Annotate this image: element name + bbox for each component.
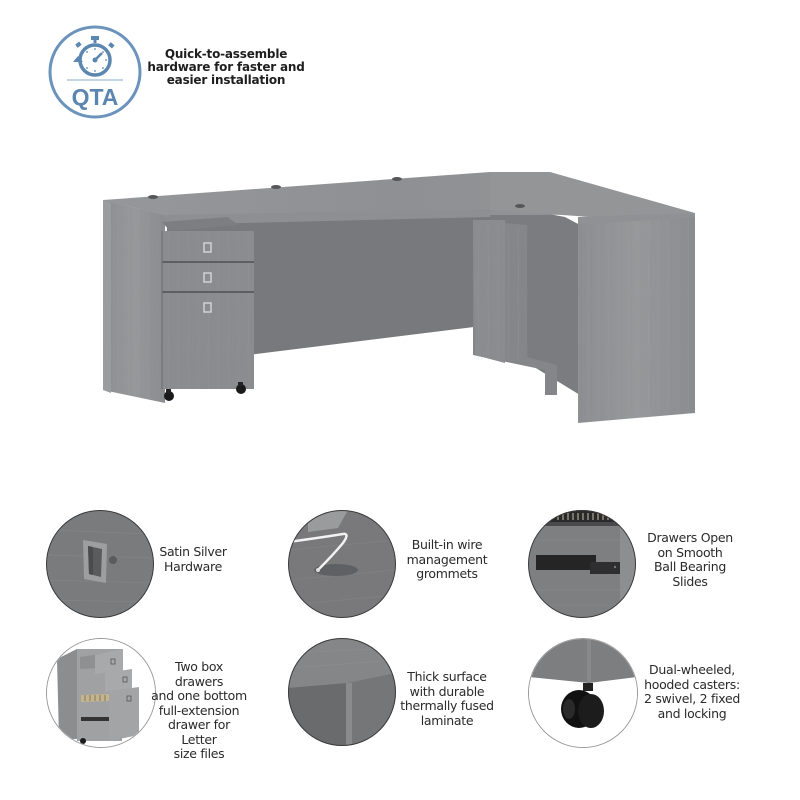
- qta-line-1: Quick-to-assemble: [164, 47, 288, 61]
- feature-image-surface: [288, 638, 396, 746]
- wire-grommet-icon: [288, 510, 396, 618]
- laminate-surface-icon: [288, 638, 396, 746]
- feature-label-surface: Thick surface with durable thermally fused laminate: [400, 669, 494, 728]
- feature-label-drawers: Two box drawers and one bottom full-extension drawer for Letter size files: [151, 659, 247, 761]
- feature-image-casters: [528, 638, 638, 748]
- feature-image-grommets: [288, 510, 396, 618]
- drawer-pull-icon: [46, 510, 154, 618]
- feature-image-hardware: [46, 510, 154, 618]
- stopwatch-icon: [47, 24, 143, 120]
- caster-wheel-icon: [529, 639, 637, 747]
- qta-description: [146, 48, 306, 87]
- feature-label-grommets: Built-in wire management grommets: [406, 537, 488, 581]
- feature-label-hardware: Satin Silver Hardware: [159, 544, 227, 574]
- feature-label-casters: Dual-wheeled, hooded casters: 2 swivel, 2 fixed and locking: [644, 662, 740, 721]
- ball-bearing-slide-icon: [528, 510, 636, 618]
- feature-image-slides: [528, 510, 636, 618]
- qta-badge: [47, 24, 143, 120]
- feature-label-slides: Drawers Open on Smooth Ball Bearing Slides: [647, 530, 733, 589]
- qta-line-2: hardware for faster and: [147, 60, 305, 74]
- qta-line-3: easier installation: [166, 73, 286, 87]
- feature-image-drawers: [46, 638, 156, 748]
- l-shaped-desk-icon: [95, 165, 705, 435]
- file-cabinet-icon: [47, 639, 155, 747]
- svg-text:QTA: QTA: [71, 84, 119, 110]
- product-image-desk: [95, 165, 705, 435]
